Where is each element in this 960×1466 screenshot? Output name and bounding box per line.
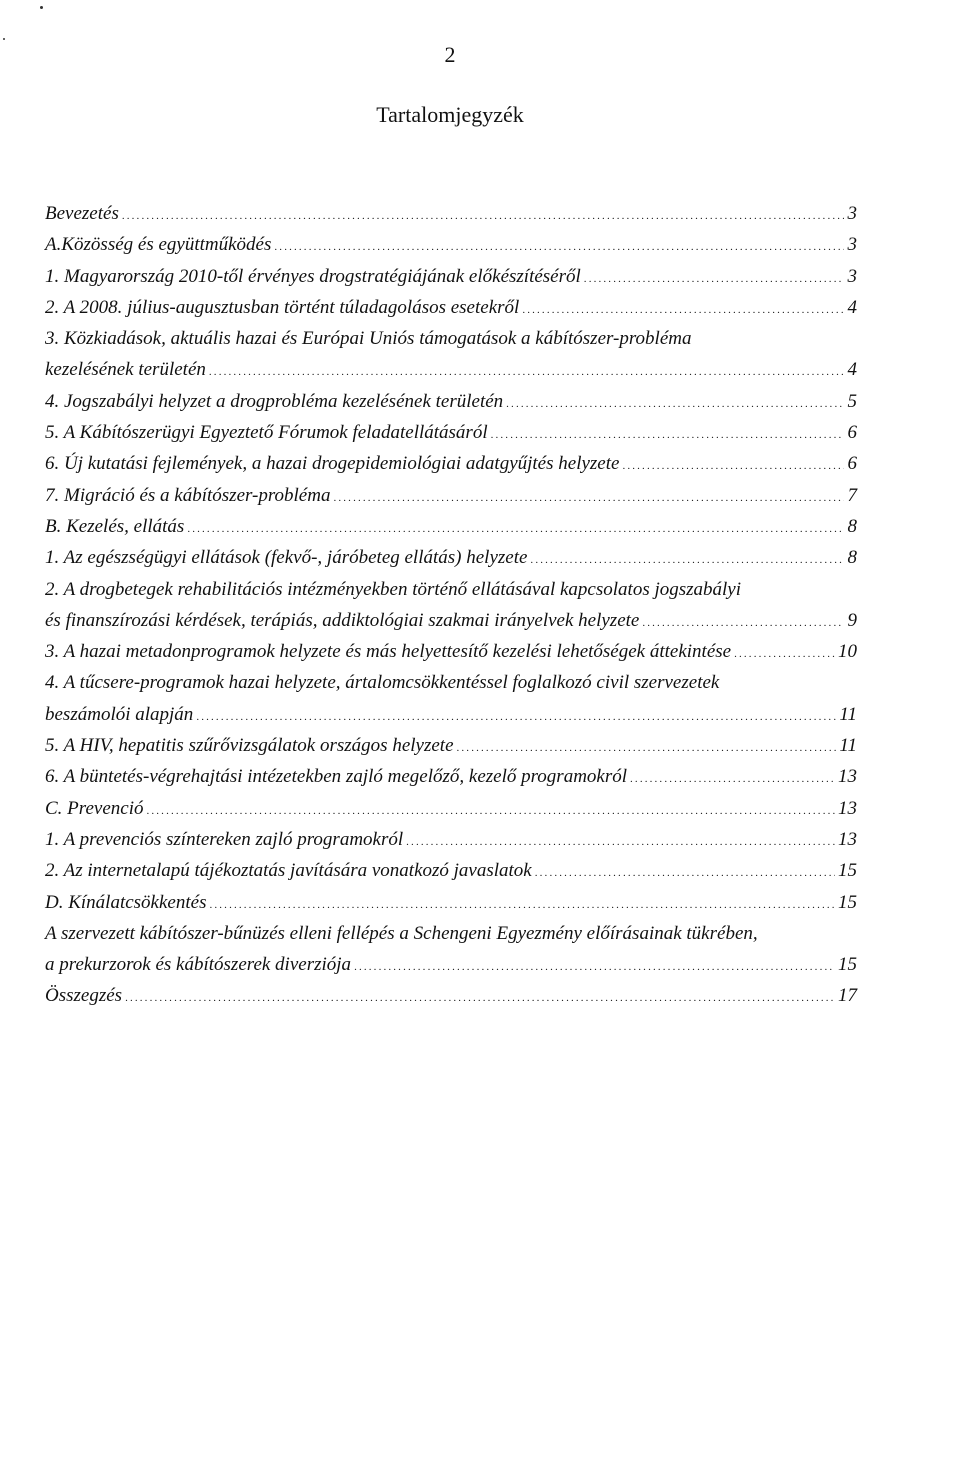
toc-entry-page: 15 xyxy=(838,860,857,882)
toc-entry-line xyxy=(45,386,857,417)
toc-entry-title: C. Prevenció xyxy=(45,797,144,819)
toc-entry-title: 2. A 2008. július-augusztusban történt túladagolásos esetekről xyxy=(45,296,520,318)
toc-entry-line xyxy=(45,511,857,542)
toc-entry-first-line: A szervezett kábítószer-bűnüzés elleni fellépés a Schengeni Egyezmény előírásainak tükrében, xyxy=(45,922,758,944)
toc-entry[interactable] xyxy=(45,761,857,792)
toc-entry-line xyxy=(45,354,857,385)
dot-leader xyxy=(622,448,844,479)
toc-entry-title: 5. A HIV, hepatitis szűrővizsgálatok országos helyzete xyxy=(45,735,454,757)
toc-entry-page: 11 xyxy=(839,735,857,757)
dot-leader xyxy=(333,480,844,511)
toc-entry-page: 6 xyxy=(847,453,857,475)
toc-entry-line xyxy=(45,793,857,824)
toc-entry-title: Összegzés xyxy=(45,985,123,1007)
dot-leader xyxy=(274,229,844,260)
toc-entry-title: 6. A büntetés-végrehajtási intézetekben zajló megelőző, kezelő programokról xyxy=(45,766,628,788)
scan-speck xyxy=(3,38,5,40)
toc-entry-title: A.Közösség és együttműködés xyxy=(45,234,272,256)
dot-leader xyxy=(187,511,844,542)
toc-entry[interactable] xyxy=(45,855,857,886)
toc-entry[interactable] xyxy=(45,918,857,981)
toc-entry-line xyxy=(45,198,857,229)
toc-entry[interactable] xyxy=(45,417,857,448)
page-number: 2 xyxy=(444,42,456,67)
toc-entry-title: a prekurzorok és kábítószerek diverziója xyxy=(45,954,352,976)
dot-leader xyxy=(630,761,835,792)
toc-entry-title: B. Kezelés, ellátás xyxy=(45,515,185,537)
toc-entry[interactable] xyxy=(45,980,857,1011)
toc-entry-page: 10 xyxy=(838,641,857,663)
toc-entry-line xyxy=(45,636,857,667)
toc-entry-page: 11 xyxy=(839,703,857,725)
toc-entry[interactable] xyxy=(45,887,857,918)
toc-entry[interactable] xyxy=(45,542,857,573)
toc-entry-page: 3 xyxy=(847,203,857,224)
toc-entry-page: 15 xyxy=(838,891,857,913)
dot-leader xyxy=(457,730,837,761)
toc-entry-page: 6 xyxy=(847,422,857,444)
toc-entry[interactable] xyxy=(45,636,857,667)
toc-entry-title: Bevezetés xyxy=(45,203,119,224)
toc-entry[interactable] xyxy=(45,793,857,824)
toc-entry[interactable] xyxy=(45,229,857,260)
dot-leader xyxy=(491,417,844,448)
toc-entry-page: 9 xyxy=(847,609,857,631)
toc-entry-line xyxy=(45,761,857,792)
dot-leader xyxy=(146,793,835,824)
toc-entry-first-line: 4. A tűcsere-programok hazai helyzete, ártalomcsökkentéssel foglalkozó civil szervezetek xyxy=(45,672,720,694)
toc-entry-line xyxy=(45,855,857,886)
toc-entry-line xyxy=(45,229,857,260)
toc-entry-line xyxy=(45,417,857,448)
toc-entry-line xyxy=(45,980,857,1011)
toc-entry-title: D. Kínálatcsökkentés xyxy=(45,891,207,913)
toc-entry-page: 4 xyxy=(847,296,857,318)
toc-entry-line xyxy=(45,542,857,573)
toc-entry-title: 2. Az internetalapú tájékoztatás javítására vonatkozó javaslatok xyxy=(45,860,532,882)
toc-entry-line xyxy=(45,480,857,511)
toc-entry-title: 5. A Kábítószerügyi Egyeztető Fórumok feladatellátásáról xyxy=(45,422,488,444)
toc-title: Tartalomjegyzék xyxy=(376,102,524,127)
toc-entry-line xyxy=(45,730,857,761)
toc-entry-page: 3 xyxy=(847,265,857,287)
toc-entry-title: 3. A hazai metadonprogramok helyzete és más helyettesítő kezelési lehetőségek áttekintése xyxy=(45,641,732,663)
dot-leader xyxy=(584,261,844,292)
toc-entry-line xyxy=(45,949,857,980)
toc-entry-page: 17 xyxy=(838,985,857,1007)
toc-entry-line xyxy=(45,699,857,730)
dot-leader xyxy=(522,292,844,323)
toc-entry-title: 1. Az egészségügyi ellátások (fekvő-, járóbeteg ellátás) helyzete xyxy=(45,547,528,569)
toc-entry[interactable] xyxy=(45,198,857,229)
dot-leader xyxy=(122,198,844,229)
toc-entry[interactable] xyxy=(45,261,857,292)
toc-entry-title: kezelésének területén xyxy=(45,359,206,381)
toc-entry-title: 4. Jogszabályi helyzet a drogprobléma kezelésének területén xyxy=(45,390,504,412)
dot-leader xyxy=(209,887,835,918)
toc-entry-line xyxy=(45,261,857,292)
toc-entry-page: 4 xyxy=(847,359,857,381)
toc-entry-title: és finanszírozási kérdések, terápiás, addiktológiai szakmai irányelvek helyzete xyxy=(45,609,640,631)
toc-entry-page: 13 xyxy=(838,797,857,819)
dot-leader xyxy=(734,636,835,667)
toc-entry[interactable] xyxy=(45,323,857,386)
toc-entry-title: 1. Magyarország 2010-től érvényes drogstratégiájának előkészítéséről xyxy=(45,265,581,287)
dot-leader xyxy=(406,824,835,855)
toc-entry-title: beszámolói alapján xyxy=(45,703,194,725)
toc-entry-page: 13 xyxy=(838,828,857,850)
toc-entry-page: 5 xyxy=(847,390,857,412)
table-of-contents xyxy=(45,198,857,1012)
dot-leader xyxy=(209,354,844,385)
dot-leader xyxy=(535,855,835,886)
toc-entry-first-line: 3. Közkiadások, aktuális hazai és Európai Uniós támogatások a kábítószer-probléma xyxy=(45,328,692,350)
scan-speck xyxy=(40,6,43,9)
toc-entry-line xyxy=(45,448,857,479)
dot-leader xyxy=(354,949,835,980)
toc-entry[interactable] xyxy=(45,480,857,511)
toc-entry[interactable] xyxy=(45,511,857,542)
dot-leader xyxy=(642,605,844,636)
toc-entry-title: 6. Új kutatási fejlemények, a hazai drogepidemiológiai adatgyűjtés helyzete xyxy=(45,453,620,475)
toc-entry-page: 7 xyxy=(847,484,857,506)
toc-entry-line xyxy=(45,824,857,855)
toc-entry-line xyxy=(45,605,857,636)
dot-leader xyxy=(196,699,836,730)
toc-entry[interactable] xyxy=(45,386,857,417)
dot-leader xyxy=(125,980,835,1011)
dot-leader xyxy=(530,542,844,573)
toc-entry-title: 7. Migráció és a kábítószer-probléma xyxy=(45,484,331,506)
toc-entry-page: 8 xyxy=(847,547,857,569)
toc-entry-first-line: 2. A drogbetegek rehabilitációs intézményekben történő ellátásával kapcsolatos jogszabályi xyxy=(45,578,742,600)
toc-entry-line xyxy=(45,887,857,918)
toc-entry[interactable] xyxy=(45,667,857,730)
toc-entry-line xyxy=(45,292,857,323)
toc-entry[interactable] xyxy=(45,824,857,855)
toc-entry[interactable] xyxy=(45,292,857,323)
toc-entry[interactable] xyxy=(45,730,857,761)
toc-entry-page: 13 xyxy=(838,766,857,788)
toc-entry-page: 15 xyxy=(838,954,857,976)
toc-entry-page: 8 xyxy=(847,515,857,537)
dot-leader xyxy=(506,386,844,417)
toc-entry[interactable] xyxy=(45,574,857,637)
toc-entry-title: 1. A prevenciós színtereken zajló programokról xyxy=(45,828,404,850)
toc-entry[interactable] xyxy=(45,448,857,479)
toc-entry-page: 3 xyxy=(847,234,857,256)
